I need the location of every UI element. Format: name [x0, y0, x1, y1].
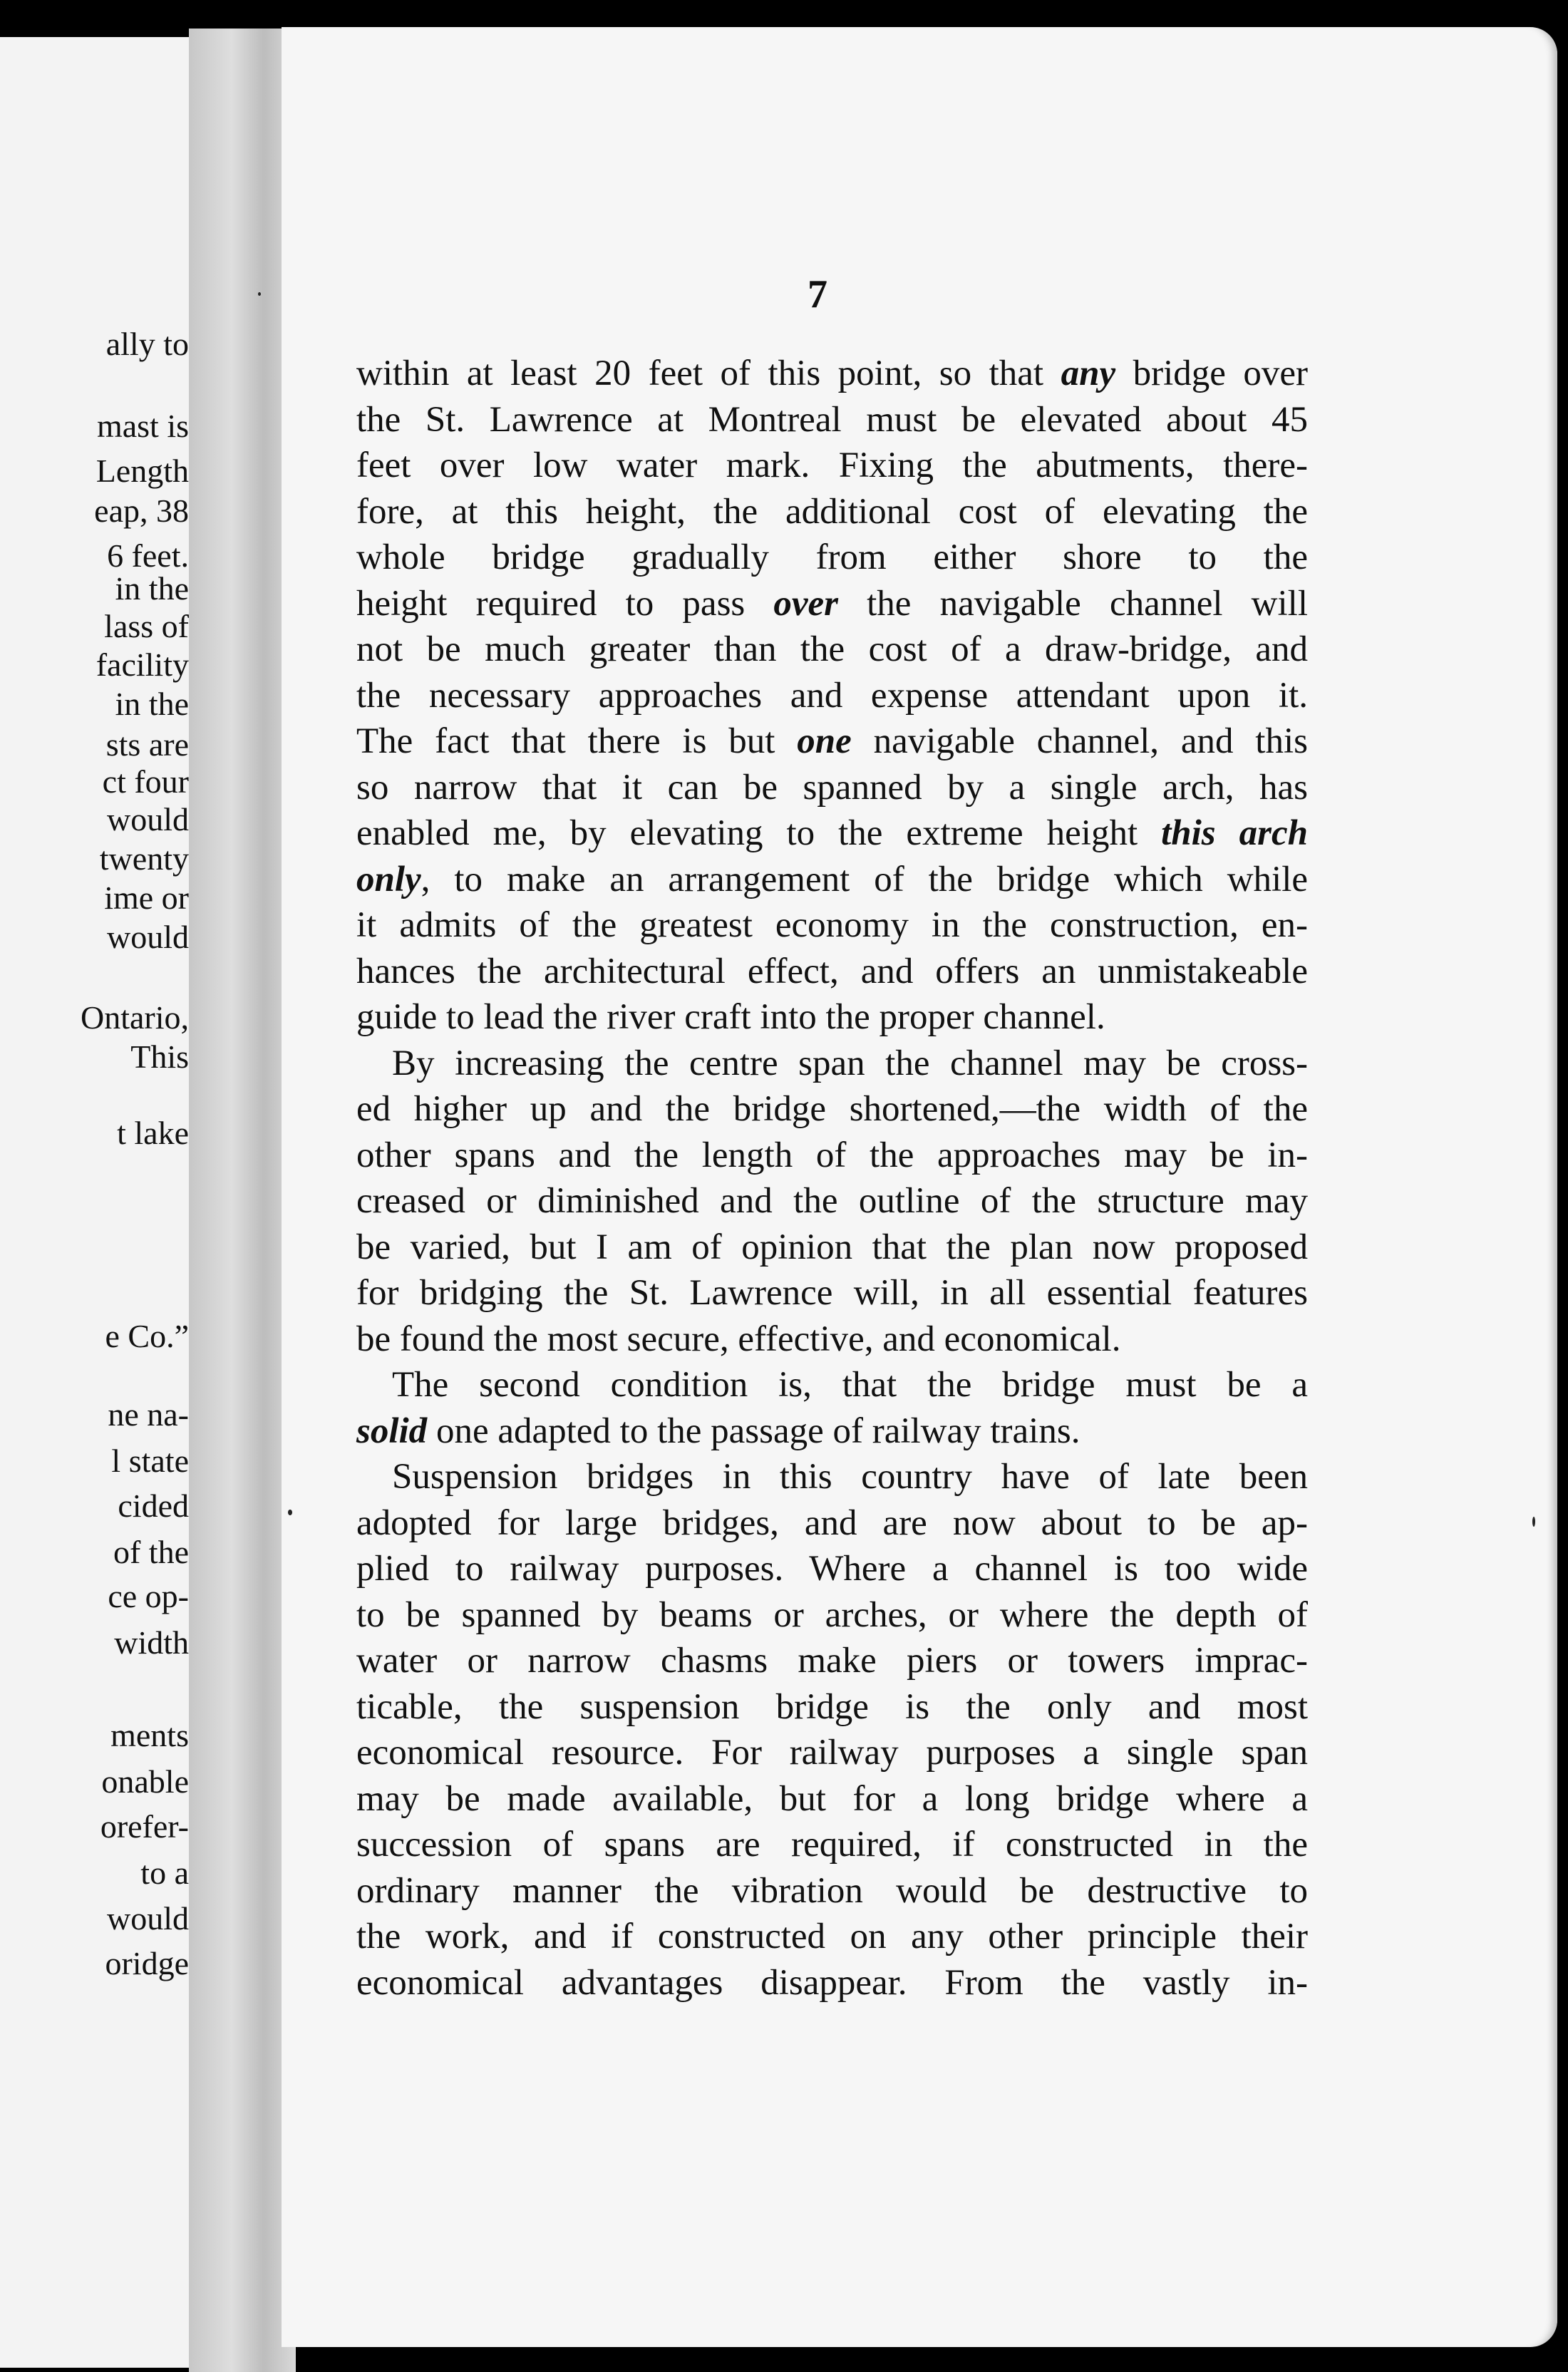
paragraph: [356, 1041, 1308, 1363]
text-run: adopted for large bridges, and are now about to be ap-: [356, 1502, 1308, 1543]
text-run: one adapted to the passage of railway trains.: [427, 1411, 1080, 1451]
paragraph: [356, 351, 1308, 1041]
left-page-line-fragment: sts are: [105, 726, 189, 763]
left-page-line-fragment: 6 feet.: [107, 537, 189, 574]
text-run: plied to railway purposes. Where a channel is too wide: [356, 1549, 1308, 1589]
text-run: ed higher up and the bridge shortened,—the width of the: [356, 1089, 1308, 1129]
left-page-line-fragment: Ontario,: [80, 999, 189, 1036]
text-line: [356, 1133, 1308, 1179]
text-line: [356, 443, 1308, 489]
text-line: [356, 1454, 1308, 1500]
text-line: [356, 718, 1308, 765]
print-speck: [288, 1510, 292, 1515]
text-run: water or narrow chasms make piers or towers imprac-: [356, 1641, 1308, 1681]
text-run: Suspension bridges in this country have of late been: [392, 1457, 1308, 1497]
text-run: the necessary approaches and expense attendant upon it.: [356, 675, 1308, 716]
left-page-line-fragment: ct four: [102, 763, 189, 800]
text-line: [356, 1638, 1308, 1684]
text-run: feet over low water mark. Fixing the abutments, there-: [356, 445, 1308, 485]
left-page-line-fragment: in the: [115, 686, 189, 722]
text-run: be varied, but I am of opinion that the plan now proposed: [356, 1227, 1308, 1267]
text-run: economical resource. For railway purposes a single span: [356, 1733, 1308, 1773]
text-line: [356, 351, 1308, 397]
print-speck: [258, 292, 261, 296]
paragraph: [356, 1454, 1308, 2006]
left-page-line-fragment: Length: [96, 453, 189, 489]
italic-emphasis: this arch: [1161, 813, 1308, 853]
left-page-line-fragment: t lake: [117, 1115, 189, 1151]
italic-emphasis: one: [797, 721, 852, 761]
text-line: [356, 857, 1308, 903]
text-run: fore, at this height, the additional cost of elevating the: [356, 491, 1308, 532]
text-line: [356, 626, 1308, 673]
paragraph: [356, 1362, 1308, 1454]
text-run: be found the most secure, effective, and economical.: [356, 1319, 1121, 1359]
text-run: the work, and if constructed on any other principle their: [356, 1917, 1308, 1956]
italic-emphasis: solid: [356, 1411, 428, 1451]
left-page-line-fragment: twenty: [99, 840, 189, 877]
left-page-line-fragment: l state: [111, 1443, 189, 1479]
text-line: [356, 1362, 1308, 1408]
text-run: enabled me, by elevating to the extreme height: [356, 813, 1162, 853]
text-line: [356, 1684, 1308, 1731]
text-run: within at least 20 feet of this point, so that: [356, 354, 1061, 393]
left-page-line-fragment: of the: [113, 1534, 189, 1570]
left-page-line-fragment: would: [107, 919, 189, 955]
text-run: whole bridge gradually from either shore to the: [356, 537, 1308, 577]
text-run: bridge over: [1115, 354, 1308, 393]
left-page-line-fragment: facility: [96, 646, 189, 683]
text-run: hances the architectural effect, and offers an unmistakeable: [356, 951, 1308, 991]
italic-emphasis: any: [1061, 354, 1116, 393]
text-line: [356, 397, 1308, 443]
left-page-line-fragment: ce op-: [108, 1578, 189, 1614]
text-line: [356, 810, 1308, 857]
text-line: [356, 1868, 1308, 1914]
text-line: [356, 1041, 1308, 1087]
previous-page-edge: [0, 37, 189, 2368]
left-page-line-fragment: orefer-: [100, 1808, 189, 1845]
text-line: [356, 902, 1308, 949]
text-line: [356, 1914, 1308, 1960]
left-page-line-fragment: lass of: [104, 608, 189, 644]
left-page-line-fragment: to a: [140, 1855, 189, 1891]
left-page-line-fragment: width: [114, 1624, 189, 1661]
text-line: [356, 1960, 1308, 2006]
text-run: ticable, the suspension bridge is the only and most: [356, 1686, 1308, 1727]
text-run: The fact that there is but: [356, 721, 798, 761]
left-page-line-fragment: ally to: [105, 326, 189, 362]
text-run: economical advantages disappear. From the vastly in-: [356, 1962, 1308, 2003]
left-page-line-fragment: ments: [110, 1717, 189, 1753]
text-run: By increasing the centre span the channel may be cross-: [392, 1043, 1308, 1083]
text-run: to be spanned by beams or arches, or where the depth of: [356, 1594, 1308, 1635]
print-speck: [1532, 1517, 1535, 1527]
text-run: guide to lead the river craft into the proper channel.: [356, 997, 1105, 1037]
text-run: not be much greater than the cost of a draw-bridge, and: [356, 629, 1308, 669]
left-page-line-fragment: would: [107, 1900, 189, 1937]
left-page-line-fragment: would: [107, 801, 189, 837]
text-line: [356, 1316, 1308, 1363]
text-line: [356, 1776, 1308, 1822]
text-line: [356, 1178, 1308, 1224]
text-line: [356, 1086, 1308, 1133]
left-page-line-fragment: mast is: [96, 408, 189, 444]
left-page-line-fragment: oridge: [105, 1945, 189, 1981]
text-line: [356, 949, 1308, 995]
left-page-line-fragment: This: [130, 1038, 189, 1075]
text-run: for bridging the St. Lawrence will, in all essential features: [356, 1273, 1308, 1313]
text-line: [356, 994, 1308, 1041]
text-run: ordinary manner the vibration would be destructive to: [356, 1870, 1308, 1911]
text-line: [356, 1592, 1308, 1639]
text-run: creased or diminished and the outline of the structure may: [356, 1181, 1308, 1221]
text-run: may be made available, but for a long bridge where a: [356, 1778, 1308, 1819]
text-run: The second condition is, that the bridge must be a: [392, 1365, 1308, 1405]
text-run: so narrow that it can be spanned by a single arch, has: [356, 767, 1308, 808]
left-page-line-fragment: e Co.”: [105, 1318, 189, 1354]
text-run: other spans and the length of the approaches may be in-: [356, 1135, 1308, 1175]
text-run: it admits of the greatest economy in the construction, en-: [356, 905, 1308, 945]
text-line: [356, 489, 1308, 535]
text-line: [356, 1500, 1308, 1547]
text-line: [356, 673, 1308, 719]
book-gutter: [189, 29, 296, 2372]
text-run: height required to pass: [356, 583, 774, 624]
text-line: [356, 1546, 1308, 1592]
text-line: [356, 581, 1308, 627]
body-text: [356, 351, 1308, 2006]
left-page-line-fragment: cided: [118, 1487, 189, 1524]
text-line: [356, 765, 1308, 811]
text-line: [356, 535, 1308, 581]
left-page-line-fragment: eap, 38: [94, 493, 189, 529]
left-page-line-fragment: ime or: [104, 880, 189, 916]
text-line: [356, 1730, 1308, 1776]
text-line: [356, 1822, 1308, 1868]
italic-emphasis: only: [356, 859, 421, 899]
text-line: [356, 1224, 1308, 1271]
left-page-line-fragment: in the: [115, 570, 189, 607]
text-line: [356, 1408, 1308, 1455]
left-page-line-fragment: onable: [101, 1763, 189, 1800]
left-page-line-fragment: ne na-: [108, 1396, 189, 1433]
text-run: the navigable channel will: [838, 583, 1308, 624]
italic-emphasis: over: [773, 583, 839, 624]
text-run: the St. Lawrence at Montreal must be elevated about 45: [356, 399, 1308, 440]
text-run: , to make an arrangement of the bridge which while: [421, 859, 1308, 899]
text-run: succession of spans are required, if constructed in the: [356, 1825, 1308, 1865]
text-run: navigable channel, and this: [851, 721, 1308, 761]
text-line: [356, 1270, 1308, 1316]
page-number: 7: [808, 272, 827, 316]
